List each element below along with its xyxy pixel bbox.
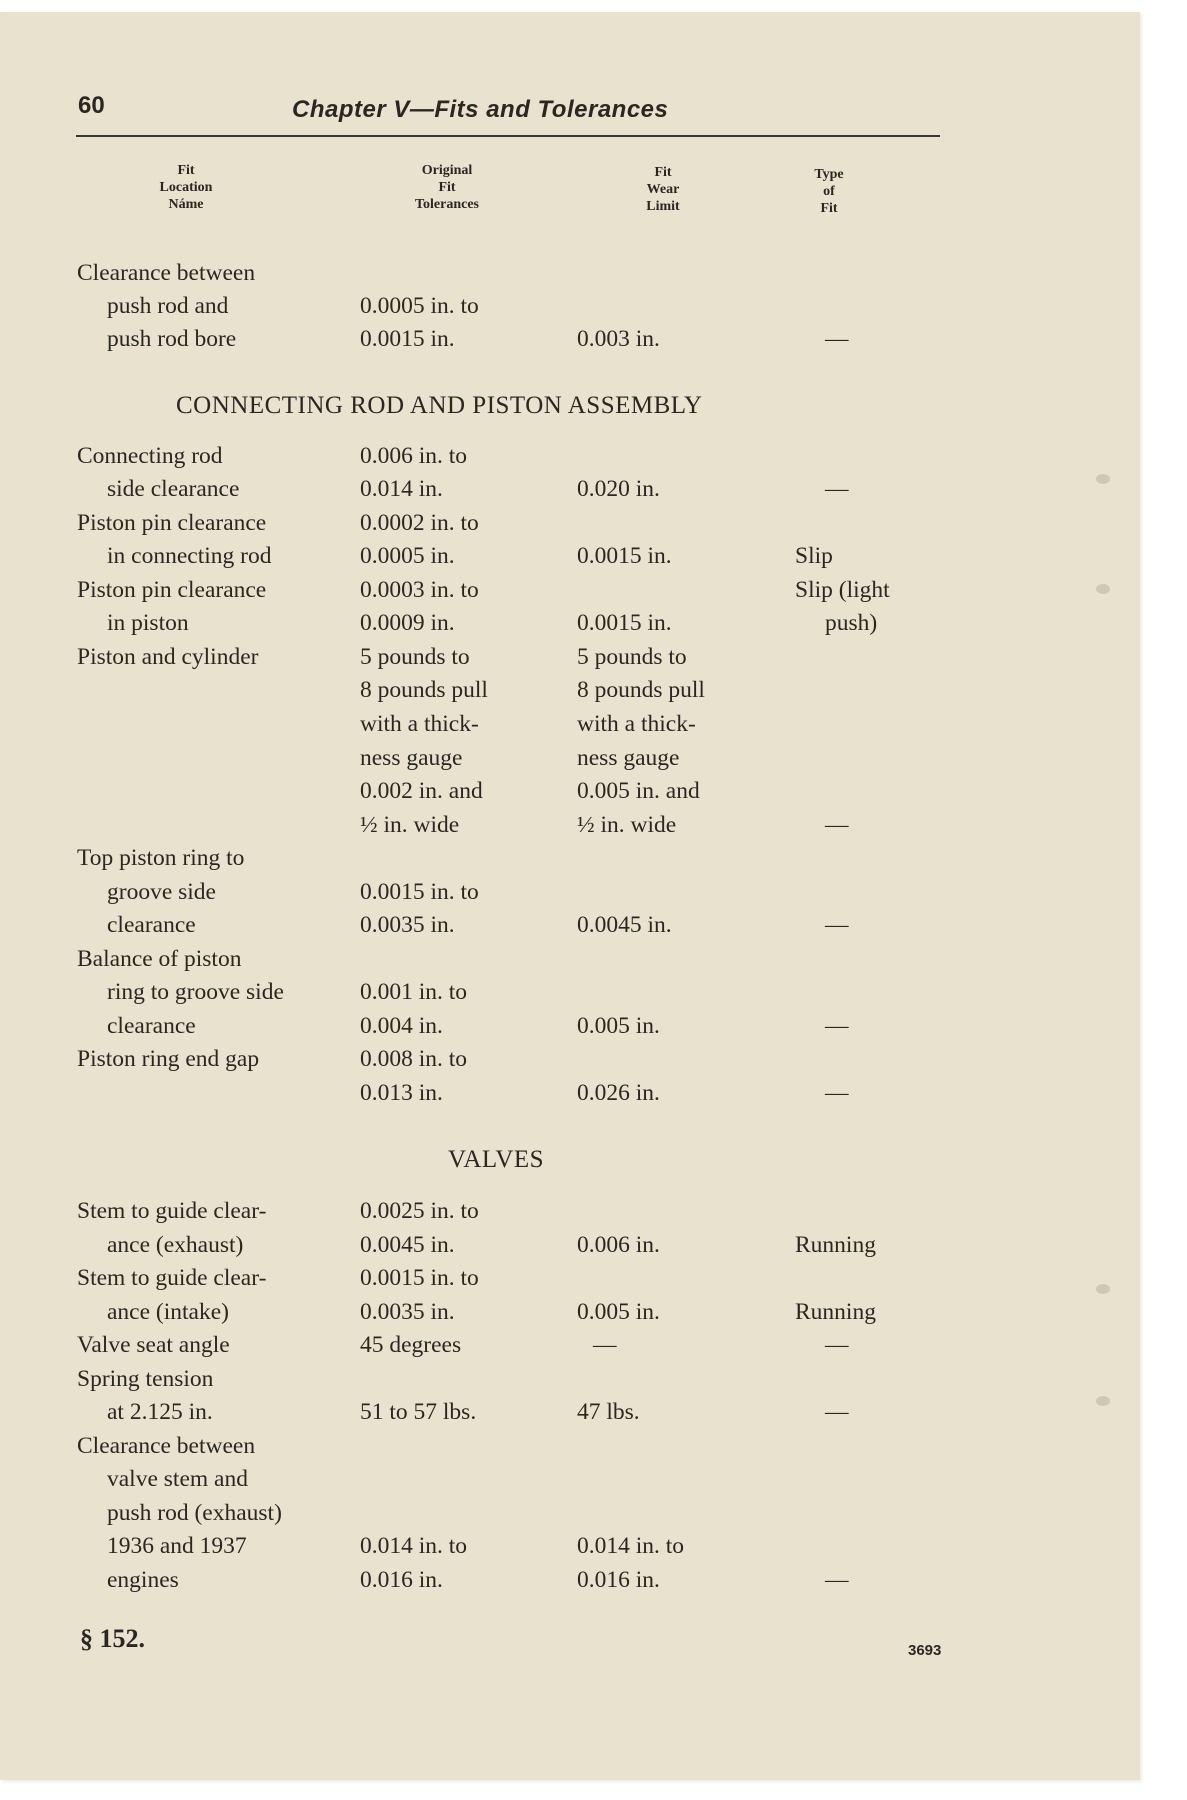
fit-type-cell: — <box>825 812 849 838</box>
fit-location-cell: push rod bore <box>107 326 237 352</box>
wear-limit-cell: ½ in. wide <box>577 812 677 838</box>
fit-location-cell: ance (intake) <box>107 1299 229 1325</box>
fit-location-cell: ring to groove side <box>107 979 284 1005</box>
fit-type-cell: — <box>825 1399 849 1425</box>
wear-limit-cell: 8 pounds pull <box>577 677 705 703</box>
wear-limit-cell: ness gauge <box>577 745 680 771</box>
original-tolerance-cell: 0.0035 in. <box>360 1299 455 1325</box>
fit-location-cell: push rod (exhaust) <box>107 1500 282 1526</box>
original-tolerance-cell: 0.0025 in. to <box>360 1198 479 1224</box>
wear-limit-cell: 0.005 in. and <box>577 778 700 804</box>
fit-location-cell: Clearance between <box>77 1433 256 1459</box>
fit-type-cell: Slip (light <box>795 577 890 603</box>
original-tolerance-cell: 0.0015 in. to <box>360 1265 479 1291</box>
footer-section-reference: § 152. <box>80 1624 145 1653</box>
original-tolerance-cell: 0.014 in. to <box>360 1533 468 1559</box>
section-heading-valves: VALVES <box>448 1146 545 1173</box>
wear-limit-cell: 0.003 in. <box>577 326 660 352</box>
fit-location-cell: push rod and <box>107 293 229 319</box>
fit-location-cell: in connecting rod <box>107 543 272 569</box>
running-head: Chapter V—Fits and Tolerances <box>292 96 669 123</box>
wear-limit-cell: 47 lbs. <box>577 1399 640 1425</box>
original-tolerance-cell: ness gauge <box>360 745 463 771</box>
binder-hole-mark <box>1096 1396 1110 1406</box>
fit-type-cell: — <box>825 476 849 502</box>
fit-location-cell: Stem to guide clear- <box>77 1265 267 1291</box>
fit-location-cell: Valve seat angle <box>77 1332 230 1358</box>
original-tolerance-cell: 0.008 in. to <box>360 1046 468 1072</box>
original-tolerance-cell: 5 pounds to <box>360 644 470 670</box>
original-tolerance-cell: 0.0009 in. <box>360 610 455 636</box>
fit-type-cell: push) <box>825 610 878 636</box>
original-tolerance-cell: 0.004 in. <box>360 1013 443 1039</box>
wear-limit-cell: 0.0015 in. <box>577 610 672 636</box>
original-tolerance-cell: 0.0003 in. to <box>360 577 479 603</box>
wear-limit-cell: — <box>593 1332 617 1358</box>
binder-hole-mark <box>1096 1284 1110 1294</box>
fit-type-cell: — <box>825 326 849 352</box>
original-tolerance-cell: 0.0005 in. <box>360 543 455 569</box>
fit-type-cell: Slip <box>795 543 833 569</box>
original-tolerance-cell: ½ in. wide <box>360 812 460 838</box>
fit-location-cell: side clearance <box>107 476 240 502</box>
original-tolerance-cell: 0.0045 in. <box>360 1232 455 1258</box>
original-tolerance-cell: 51 to 57 lbs. <box>360 1399 477 1425</box>
footer-code: 3693 <box>908 1642 942 1659</box>
original-tolerance-cell: 0.014 in. <box>360 476 443 502</box>
fit-location-cell: Piston and cylinder <box>77 644 259 670</box>
original-tolerance-cell: 0.0015 in. to <box>360 879 479 905</box>
fit-type-cell: — <box>825 1567 849 1593</box>
document-page <box>0 12 1140 1780</box>
fit-type-cell: — <box>825 1332 849 1358</box>
original-tolerance-cell: 0.0005 in. to <box>360 293 479 319</box>
original-tolerance-cell: 0.0002 in. to <box>360 510 479 536</box>
binder-hole-mark <box>1096 584 1110 594</box>
wear-limit-cell: 0.0045 in. <box>577 912 672 938</box>
wear-limit-cell: 5 pounds to <box>577 644 687 670</box>
fit-location-cell: engines <box>107 1567 179 1593</box>
fit-location-cell: clearance <box>107 1013 196 1039</box>
wear-limit-cell: 0.006 in. <box>577 1232 660 1258</box>
fit-location-cell: Stem to guide clear- <box>77 1198 267 1224</box>
wear-limit-cell: 0.020 in. <box>577 476 660 502</box>
fit-location-cell: Spring tension <box>77 1366 214 1392</box>
fit-type-cell: — <box>825 1080 849 1106</box>
fit-location-cell: Clearance between <box>77 260 256 286</box>
wear-limit-cell: with a thick- <box>577 711 696 737</box>
fit-location-cell: at 2.125 in. <box>107 1399 213 1425</box>
fit-location-cell: ance (exhaust) <box>107 1232 244 1258</box>
original-tolerance-cell: 45 degrees <box>360 1332 462 1358</box>
wear-limit-cell: 0.005 in. <box>577 1013 660 1039</box>
original-tolerance-cell: 8 pounds pull <box>360 677 488 703</box>
fit-location-cell: Piston pin clearance <box>77 510 267 536</box>
fit-type-cell: Running <box>795 1232 876 1258</box>
fit-location-cell: Balance of piston <box>77 946 242 972</box>
original-tolerance-cell: 0.013 in. <box>360 1080 443 1106</box>
fit-location-cell: Piston ring end gap <box>77 1046 260 1072</box>
fit-location-cell: groove side <box>107 879 216 905</box>
fit-type-cell: — <box>825 912 849 938</box>
fit-location-cell: Piston pin clearance <box>77 577 267 603</box>
header-rule <box>76 135 940 137</box>
original-tolerance-cell: 0.016 in. <box>360 1567 443 1593</box>
wear-limit-cell: 0.0015 in. <box>577 543 672 569</box>
original-tolerance-cell: 0.0015 in. <box>360 326 455 352</box>
wear-limit-cell: 0.014 in. to <box>577 1533 685 1559</box>
column-header-wear-limit: Fit Wear Limit <box>646 165 680 214</box>
fit-location-cell: 1936 and 1937 <box>107 1533 247 1559</box>
original-tolerance-cell: with a thick- <box>360 711 479 737</box>
wear-limit-cell: 0.005 in. <box>577 1299 660 1325</box>
column-header-fit-location: Fit Location Náme <box>159 163 213 212</box>
original-tolerance-cell: 0.002 in. and <box>360 778 483 804</box>
fit-location-cell: Connecting rod <box>77 443 223 469</box>
fit-location-cell: valve stem and <box>107 1466 248 1492</box>
wear-limit-cell: 0.016 in. <box>577 1567 660 1593</box>
binder-hole-mark <box>1096 474 1110 484</box>
fit-location-cell: clearance <box>107 912 196 938</box>
fit-location-cell: in piston <box>107 610 189 636</box>
wear-limit-cell: 0.026 in. <box>577 1080 660 1106</box>
fit-type-cell: — <box>825 1013 849 1039</box>
page-number: 60 <box>78 92 105 119</box>
section-heading-connecting-rod: CONNECTING ROD AND PISTON ASSEMBLY <box>176 392 703 419</box>
fit-type-cell: Running <box>795 1299 876 1325</box>
column-header-type-of-fit: Type of Fit <box>814 167 844 216</box>
fit-location-cell: Top piston ring to <box>77 845 245 871</box>
original-tolerance-cell: 0.006 in. to <box>360 443 468 469</box>
original-tolerance-cell: 0.0035 in. <box>360 912 455 938</box>
original-tolerance-cell: 0.001 in. to <box>360 979 468 1005</box>
column-header-original-tolerances: Original Fit Tolerances <box>414 163 480 212</box>
